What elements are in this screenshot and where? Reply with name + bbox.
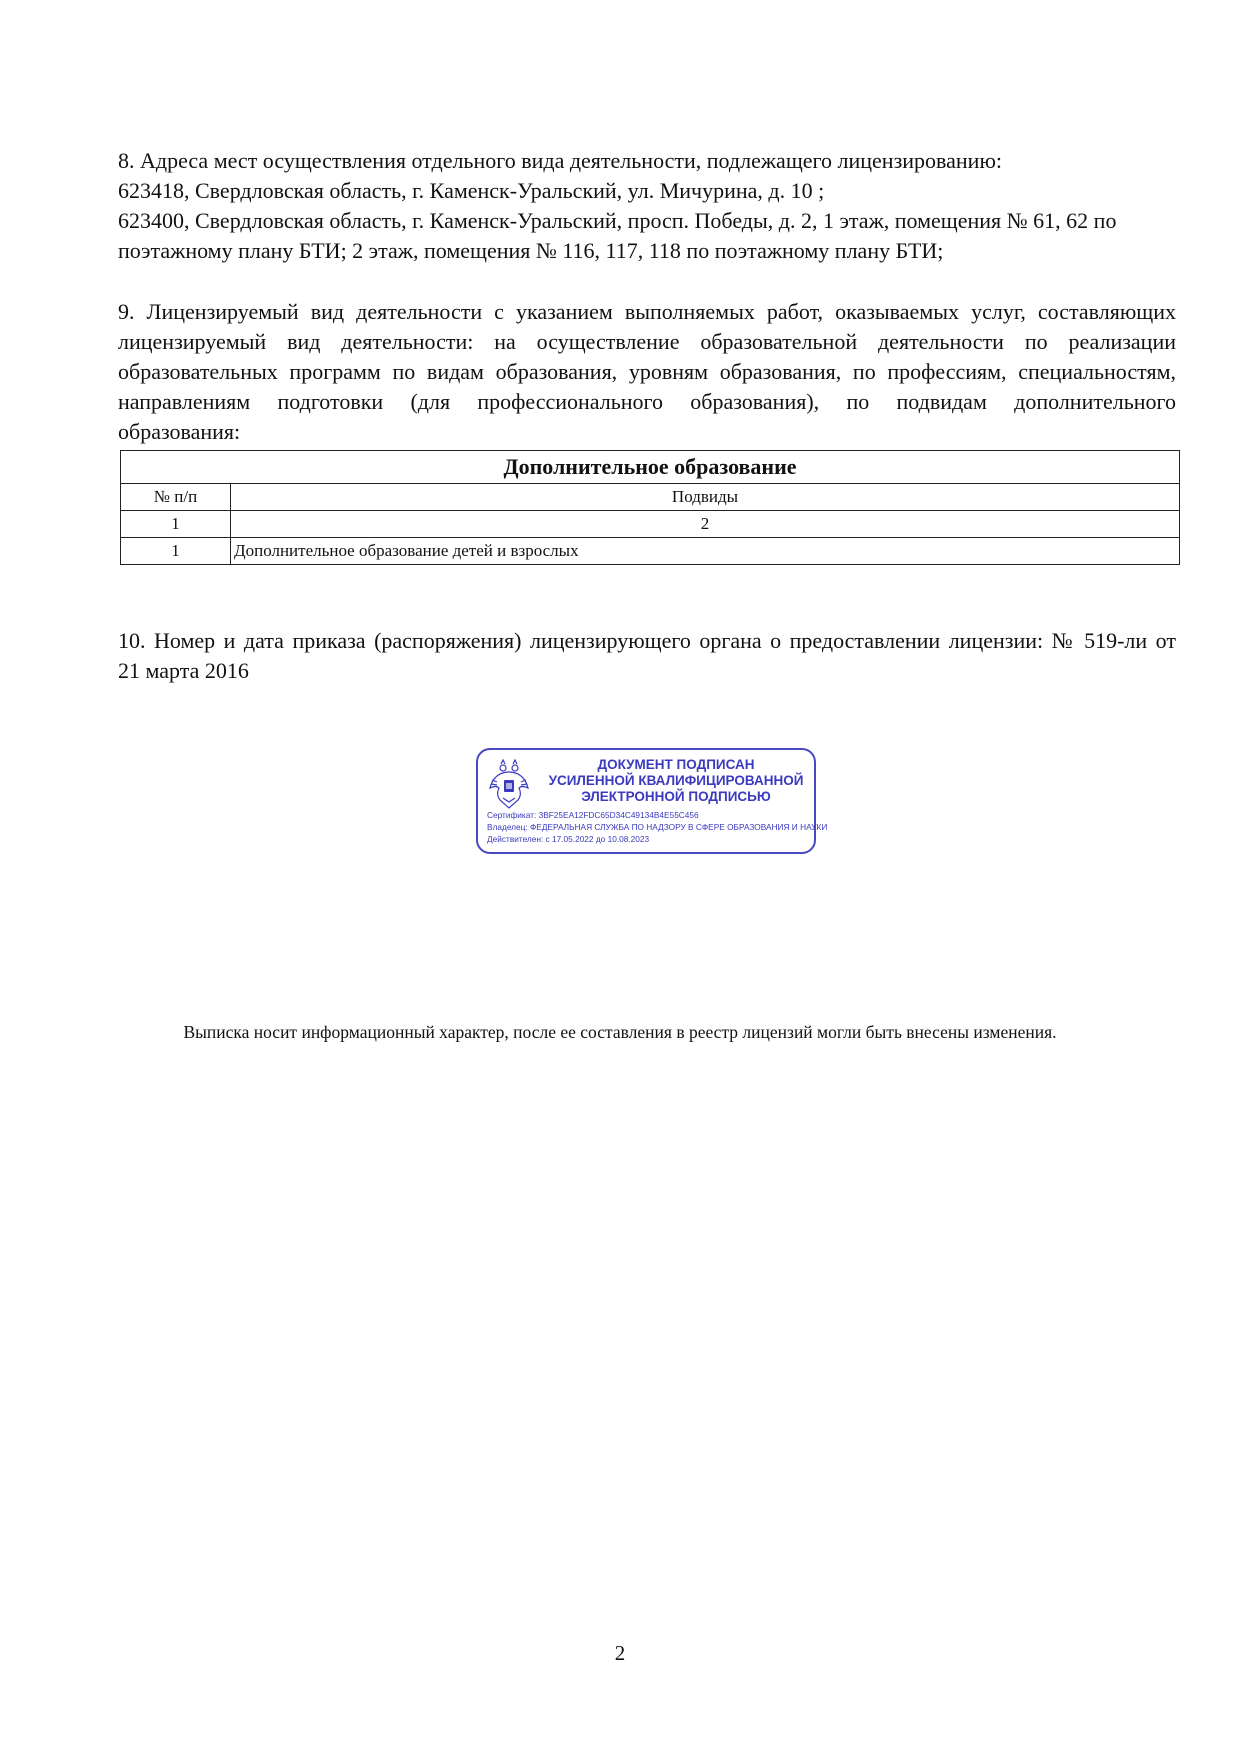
table-title-row (121, 451, 1180, 484)
section-10-line-2: 21 марта 2016 (118, 658, 249, 683)
section-9-line: образовательных программ по видам образования, уровням образования, по профессиям, специальностям, (118, 359, 1176, 384)
page-number: 2 (614, 1641, 626, 1665)
address-2-line-2: поэтажному плану БТИ; 2 этаж, помещения № 116, 117, 118 по поэтажному плану БТИ; (118, 238, 944, 263)
stamp-title-line-3: ЭЛЕКТРОННОЙ ПОДПИСЬЮ (581, 789, 771, 804)
section-8-heading: 8. Адреса мест осуществления отдельного вида деятельности, подлежащего лицензированию: (118, 148, 1002, 173)
column-header-number: № п/п (121, 484, 231, 511)
additional-education-table (120, 450, 1180, 565)
table-column-numbers-row (121, 511, 1180, 538)
electronic-signature-stamp (476, 748, 828, 854)
stamp-owner: Владелец: ФЕДЕРАЛЬНАЯ СЛУЖБА ПО НАДЗОРУ В СФЕРЕ ОБРАЗОВАНИЯ И НАУКИ (487, 822, 828, 832)
address-2-line-1: 623400, Свердловская область, г. Каменск-Уральский, просп. Победы, д. 2, 1 этаж, помещения № 61, 62 по (118, 208, 1117, 233)
section-9-line: образования: (118, 419, 241, 444)
section-9-activity (118, 297, 1176, 447)
section-9-line: направлениям подготовки (для профессионального образования), по подвидам дополнительного (118, 389, 1176, 414)
column-header-subtypes: Подвиды (231, 484, 1180, 511)
section-8-addresses (118, 146, 1176, 266)
row-subtype-cell: Дополнительное образование детей и взрослых (231, 538, 1180, 565)
section-9-line: 9. Лицензируемый вид деятельности с указанием выполняемых работ, оказываемых услуг, составляющих (118, 299, 1176, 324)
column-number-2: 2 (231, 511, 1180, 538)
table-row (121, 538, 1180, 565)
stamp-title-line-2: УСИЛЕННОЙ КВАЛИФИЦИРОВАННОЙ (548, 773, 804, 788)
section-9-line: лицензируемый вид деятельности: на осуществление образовательной деятельности по реализации (118, 329, 1176, 354)
stamp-validity: Действителен: с 17.05.2022 до 10.08.2023 (487, 834, 650, 844)
disclaimer-note: Выписка носит информационный характер, после ее составления в реестр лицензий могли быть внесены изменения. (183, 1022, 1057, 1042)
stamp-title-line-1: ДОКУМЕНТ ПОДПИСАН (597, 757, 755, 772)
stamp-certificate: Сертификат: 3BF25EA12FDC65D34C49134B4E55C456 (487, 810, 699, 820)
column-number-1: 1 (121, 511, 231, 538)
section-10-order (118, 626, 1176, 686)
stamp-title (548, 757, 804, 805)
section-10-line-1: 10. Номер и дата приказа (распоряжения) лицензирующего органа о предоставлении лицензии: № 519-ли от (118, 628, 1176, 653)
table-title: Дополнительное образование (121, 451, 1180, 484)
address-1: 623418, Свердловская область, г. Каменск-Уральский, ул. Мичурина, д. 10 ; (118, 178, 825, 203)
coat-of-arms-icon (487, 758, 531, 810)
table-header-row (121, 484, 1180, 511)
row-number-cell: 1 (121, 538, 231, 565)
